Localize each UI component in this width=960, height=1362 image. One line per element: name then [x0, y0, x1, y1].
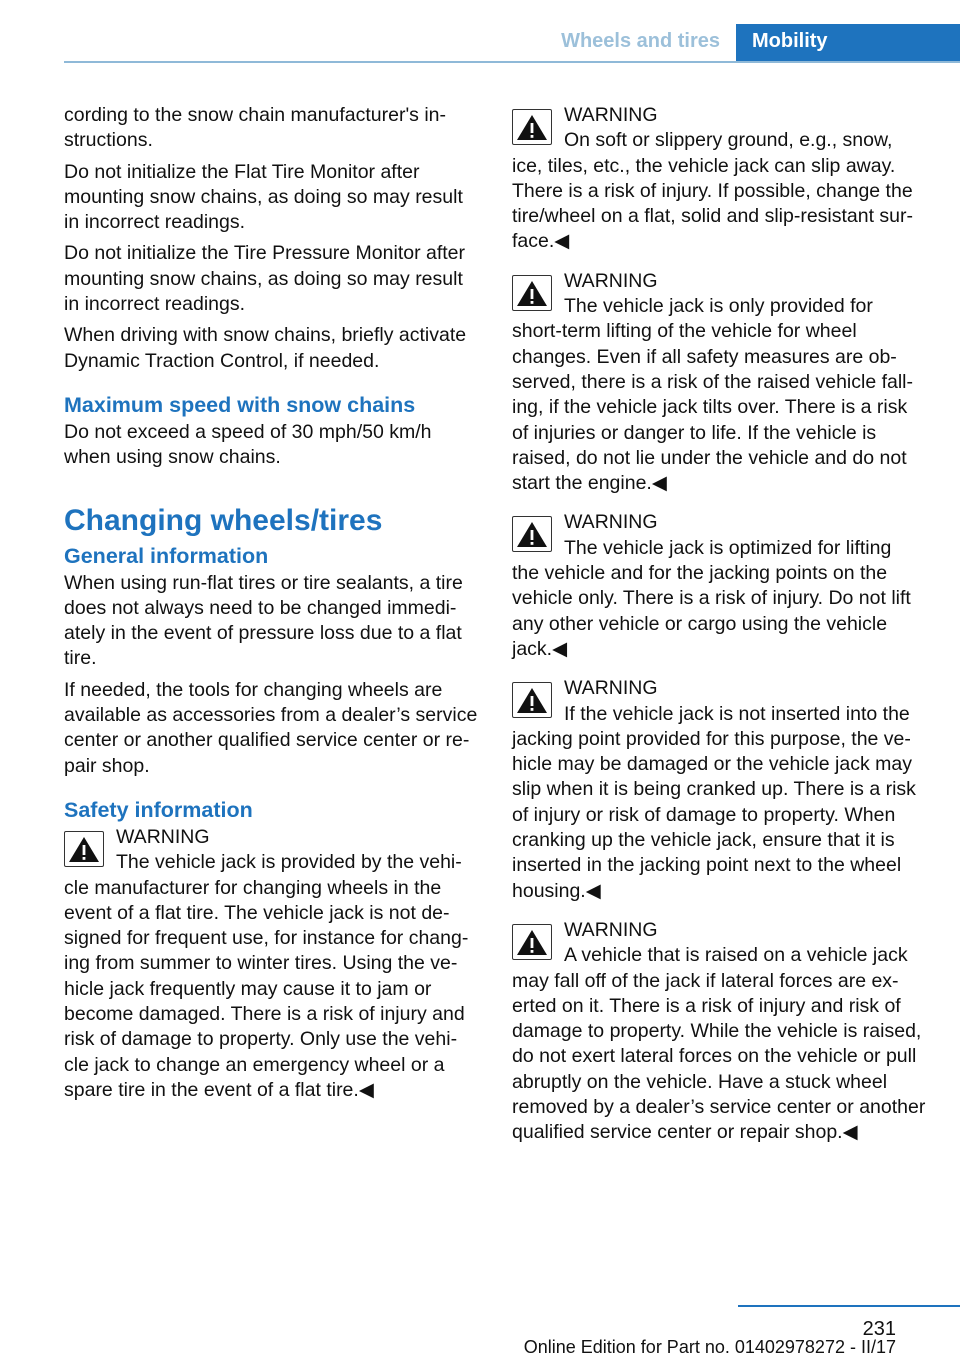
- heading-general-information: General information: [64, 543, 269, 568]
- warning-lead: On soft or slippery ground, e.g., snow,: [564, 129, 893, 152]
- warning-triangle-icon: [512, 516, 552, 552]
- warning-triangle-icon: [512, 109, 552, 145]
- heading-safety-information: Safety information: [64, 797, 253, 822]
- warning-text: [512, 536, 928, 662]
- warning-text: [512, 294, 928, 496]
- warning-title: WARNING: [564, 269, 658, 292]
- warning-body: ice, tiles, etc., the vehicle jack can slip away. There is a risk of injury. If possible, change the tire/wheel on a flat, solid and slip-resistant sur‐face.◀: [512, 154, 914, 253]
- header-section-tab[interactable]: Wheels and tires: [561, 30, 720, 52]
- warning-lead: The vehicle jack is provided by the vehi‐: [116, 851, 462, 874]
- warning-lead: The vehicle jack is only provided for: [564, 295, 873, 318]
- page-number: 231: [862, 1318, 896, 1340]
- footer-rule: [738, 1305, 960, 1307]
- paragraph: cording to the snow chain manufacturer's in‐structions.: [64, 104, 447, 152]
- warning-title: WARNING: [116, 825, 210, 848]
- warning-body: may fall off of the jack if lateral forces are ex‐erted on it. There is a risk of injury and risk of damage to property. While the vehicle is raised, do not exert lateral forces on the vehicle or pull abruptly on the vehicle. Have a stuck wheel removed by a dealer’s service center or another qualified service center or repair shop.◀: [512, 969, 926, 1144]
- warning-title: WARNING: [564, 918, 658, 941]
- warning-block: [512, 510, 928, 662]
- warning-block: [512, 676, 928, 904]
- paragraph: Do not exceed a speed of 30 mph/50 km/h when using snow chains.: [64, 420, 432, 469]
- paragraph: Do not initialize the Flat Tire Monitor after mounting snow chains, as doing so may result in incorrect readings.: [64, 160, 463, 234]
- warning-block: [512, 103, 928, 255]
- left-column: [64, 103, 480, 1117]
- warning-triangle-icon: [512, 682, 552, 718]
- edition-note: Online Edition for Part no. 01402978272 - II/17: [523, 1337, 896, 1357]
- warning-triangle-icon: [64, 831, 104, 867]
- warning-text: [512, 943, 928, 1145]
- warning-body: jacking point provided for this purpose, the ve‐hicle may be damaged or the vehicle jack may slip when it is being cranked up. There is a risk of injury or risk of damage to property. When cranking up the vehicle jack, ensure that it is inserted in the jacking point next to the wheel housing.◀: [512, 727, 916, 902]
- heading-max-speed: Maximum speed with snow chains: [64, 392, 416, 417]
- warning-title: WARNING: [564, 104, 658, 126]
- right-column: [512, 103, 928, 1160]
- paragraph: When using run-flat tires or tire sealants, a tire does not always need to be changed immedi‐ately in the event of pressure loss due to a flat tire.: [64, 571, 463, 670]
- warning-body: short-term lifting of the vehicle for wheel changes. Even if all safety measures are ob‐served, there is a risk of the raised vehicle fall‐ing, if the vehicle jack tilts over. There is a risk of injuries or danger to life. If the vehicle is raised, do not lie under the vehicle and do not start the engine.◀: [512, 320, 914, 495]
- warning-title: WARNING: [564, 677, 658, 700]
- warning-block: [512, 269, 928, 497]
- paragraph: Do not initialize the Tire Pressure Monitor after mounting snow chains, as doing so may result in incorrect readings.: [64, 242, 466, 316]
- header-rule: [64, 61, 960, 63]
- heading-changing-wheels: Changing wheels/tires: [64, 503, 383, 537]
- warning-title: WARNING: [564, 511, 658, 534]
- warning-body: cle manufacturer for changing wheels in the event of a flat tire. The vehicle jack is not de‐signed for frequent use, for instance for chang‐ing from summer to winter tires. Using the ve‐hicle jack frequently may cause it to jam or become damaged. There is a risk of injury and risk of damage to property. Only use the vehi‐cle jack to change an emergency wheel or a spare tire in the event of a flat tire.◀: [64, 876, 469, 1101]
- warning-body: the vehicle and for the jacking points on the vehicle only. There is a risk of injury. Do not lift any other vehicle or cargo using the vehicle jack.◀: [512, 562, 911, 660]
- warning-text: [512, 702, 928, 904]
- warning-block: [64, 825, 480, 1103]
- warning-text: [64, 850, 480, 1103]
- warning-lead: The vehicle jack is optimized for lifting: [564, 536, 892, 559]
- paragraph: When driving with snow chains, briefly activate Dynamic Traction Control, if needed.: [64, 324, 467, 372]
- warning-lead: A vehicle that is raised on a vehicle jack: [564, 944, 908, 967]
- warning-triangle-icon: [512, 275, 552, 311]
- warning-triangle-icon: [512, 924, 552, 960]
- warning-lead: If the vehicle jack is not inserted into the: [564, 702, 910, 725]
- header-chapter-tab[interactable]: Mobility: [736, 24, 960, 62]
- warning-block: [512, 918, 928, 1146]
- warning-text: [512, 128, 928, 254]
- paragraph: If needed, the tools for changing wheels are available as accessories from a dealer’s service center or another qualified service center or re‐pair shop.: [64, 678, 478, 777]
